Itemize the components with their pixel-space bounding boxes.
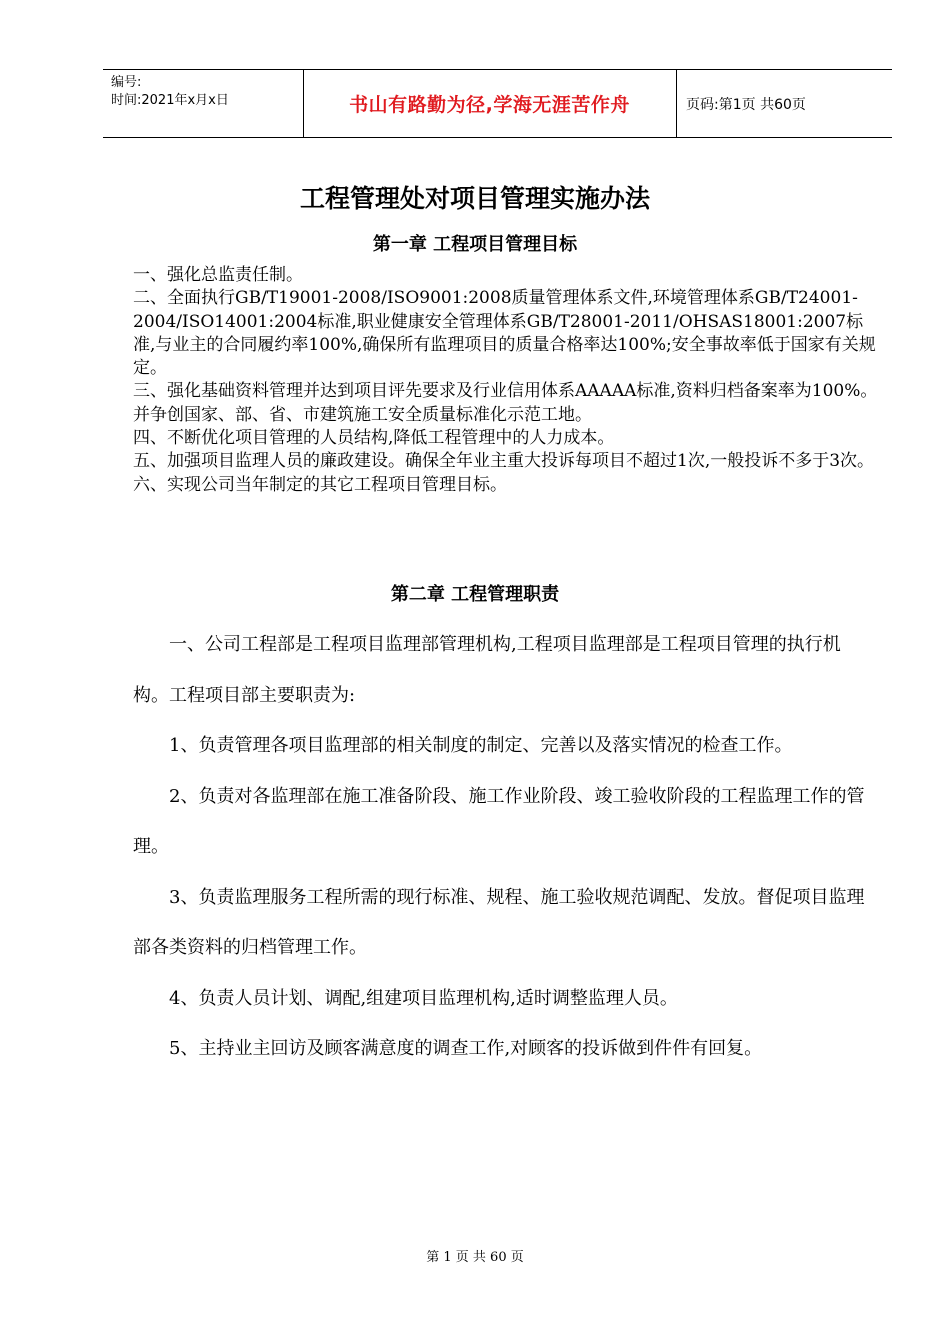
chapter1-body [133, 264, 878, 497]
goal-item: 六、实现公司当年制定的其它工程项目管理目标。 [133, 474, 507, 495]
document-title: 工程管理处对项目管理实施办法 [299, 184, 650, 213]
chapter1-heading: 第一章 工程项目管理目标 [372, 234, 578, 255]
chapter2-heading: 第二章 工程管理职责 [390, 584, 560, 605]
duty-paragraph: 4、负责人员计划、调配,组建项目监理机构,适时调整监理人员。 [169, 987, 678, 1009]
header-meta [111, 74, 229, 110]
duty-paragraph: 2、负责对各监理部在施工准备阶段、施工作业阶段、竣工验收阶段的工程监理工作的管理。 [133, 785, 865, 857]
goal-item: 四、不断优化项目管理的人员结构,降低工程管理中的人力成本。 [133, 428, 615, 449]
goal-item: 三、强化基础资料管理并达到项目评先要求及行业信用体系AAAAA标准,资料归档备案率为100%。并争创国家、部、省、市建筑施工安全质量标准化示范工地。 [133, 381, 878, 425]
header-motto: 书山有路勤为径,学海无涯苦作舟 [349, 94, 630, 116]
time-label: 时间:2021年x月x日 [111, 93, 229, 108]
goal-item: 二、全面执行GB/T19001-2008/ISO9001:2008质量管理体系文件,环境管理体系GB/T24001-2004/ISO14001:2004标准,职业健康安全管理体系GB/T28001-2011/OHSAS18001:2007标准,与业主的合同履约率100%,确保所有监理项目的质量合格率达100%;安全事故率低于国家有关规定。 [133, 288, 876, 379]
duty-paragraph: 1、负责管理各项目监理部的相关制度的制定、完善以及落实情况的检查工作。 [169, 735, 793, 756]
header-page-label: 页码:第1页 共60页 [686, 97, 806, 113]
page-footer: 第 1 页 共 60 页 [426, 1250, 524, 1265]
header-table [103, 69, 892, 138]
duty-paragraph: 一、公司工程部是工程项目监理部管理机构,工程项目监理部是工程项目管理的执行机构。工程项目部主要职责为: [133, 634, 841, 706]
goal-item: 五、加强项目监理人员的廉政建设。确保全年业主重大投诉每项目不超过1次,一般投诉不多于3次。 [133, 451, 875, 472]
chapter2-body [133, 620, 868, 1075]
duty-paragraph: 5、主持业主回访及顾客满意度的调查工作,对顾客的投诉做到件件有回复。 [169, 1038, 763, 1059]
number-label: 编号: [111, 75, 142, 90]
header-divider [676, 70, 677, 137]
goal-item: 一、强化总监责任制。 [133, 265, 303, 285]
duty-paragraph: 3、负责监理服务工程所需的现行标准、规程、施工验收规范调配、发放。督促项目监理部各类资料的归档管理工作。 [133, 886, 865, 958]
